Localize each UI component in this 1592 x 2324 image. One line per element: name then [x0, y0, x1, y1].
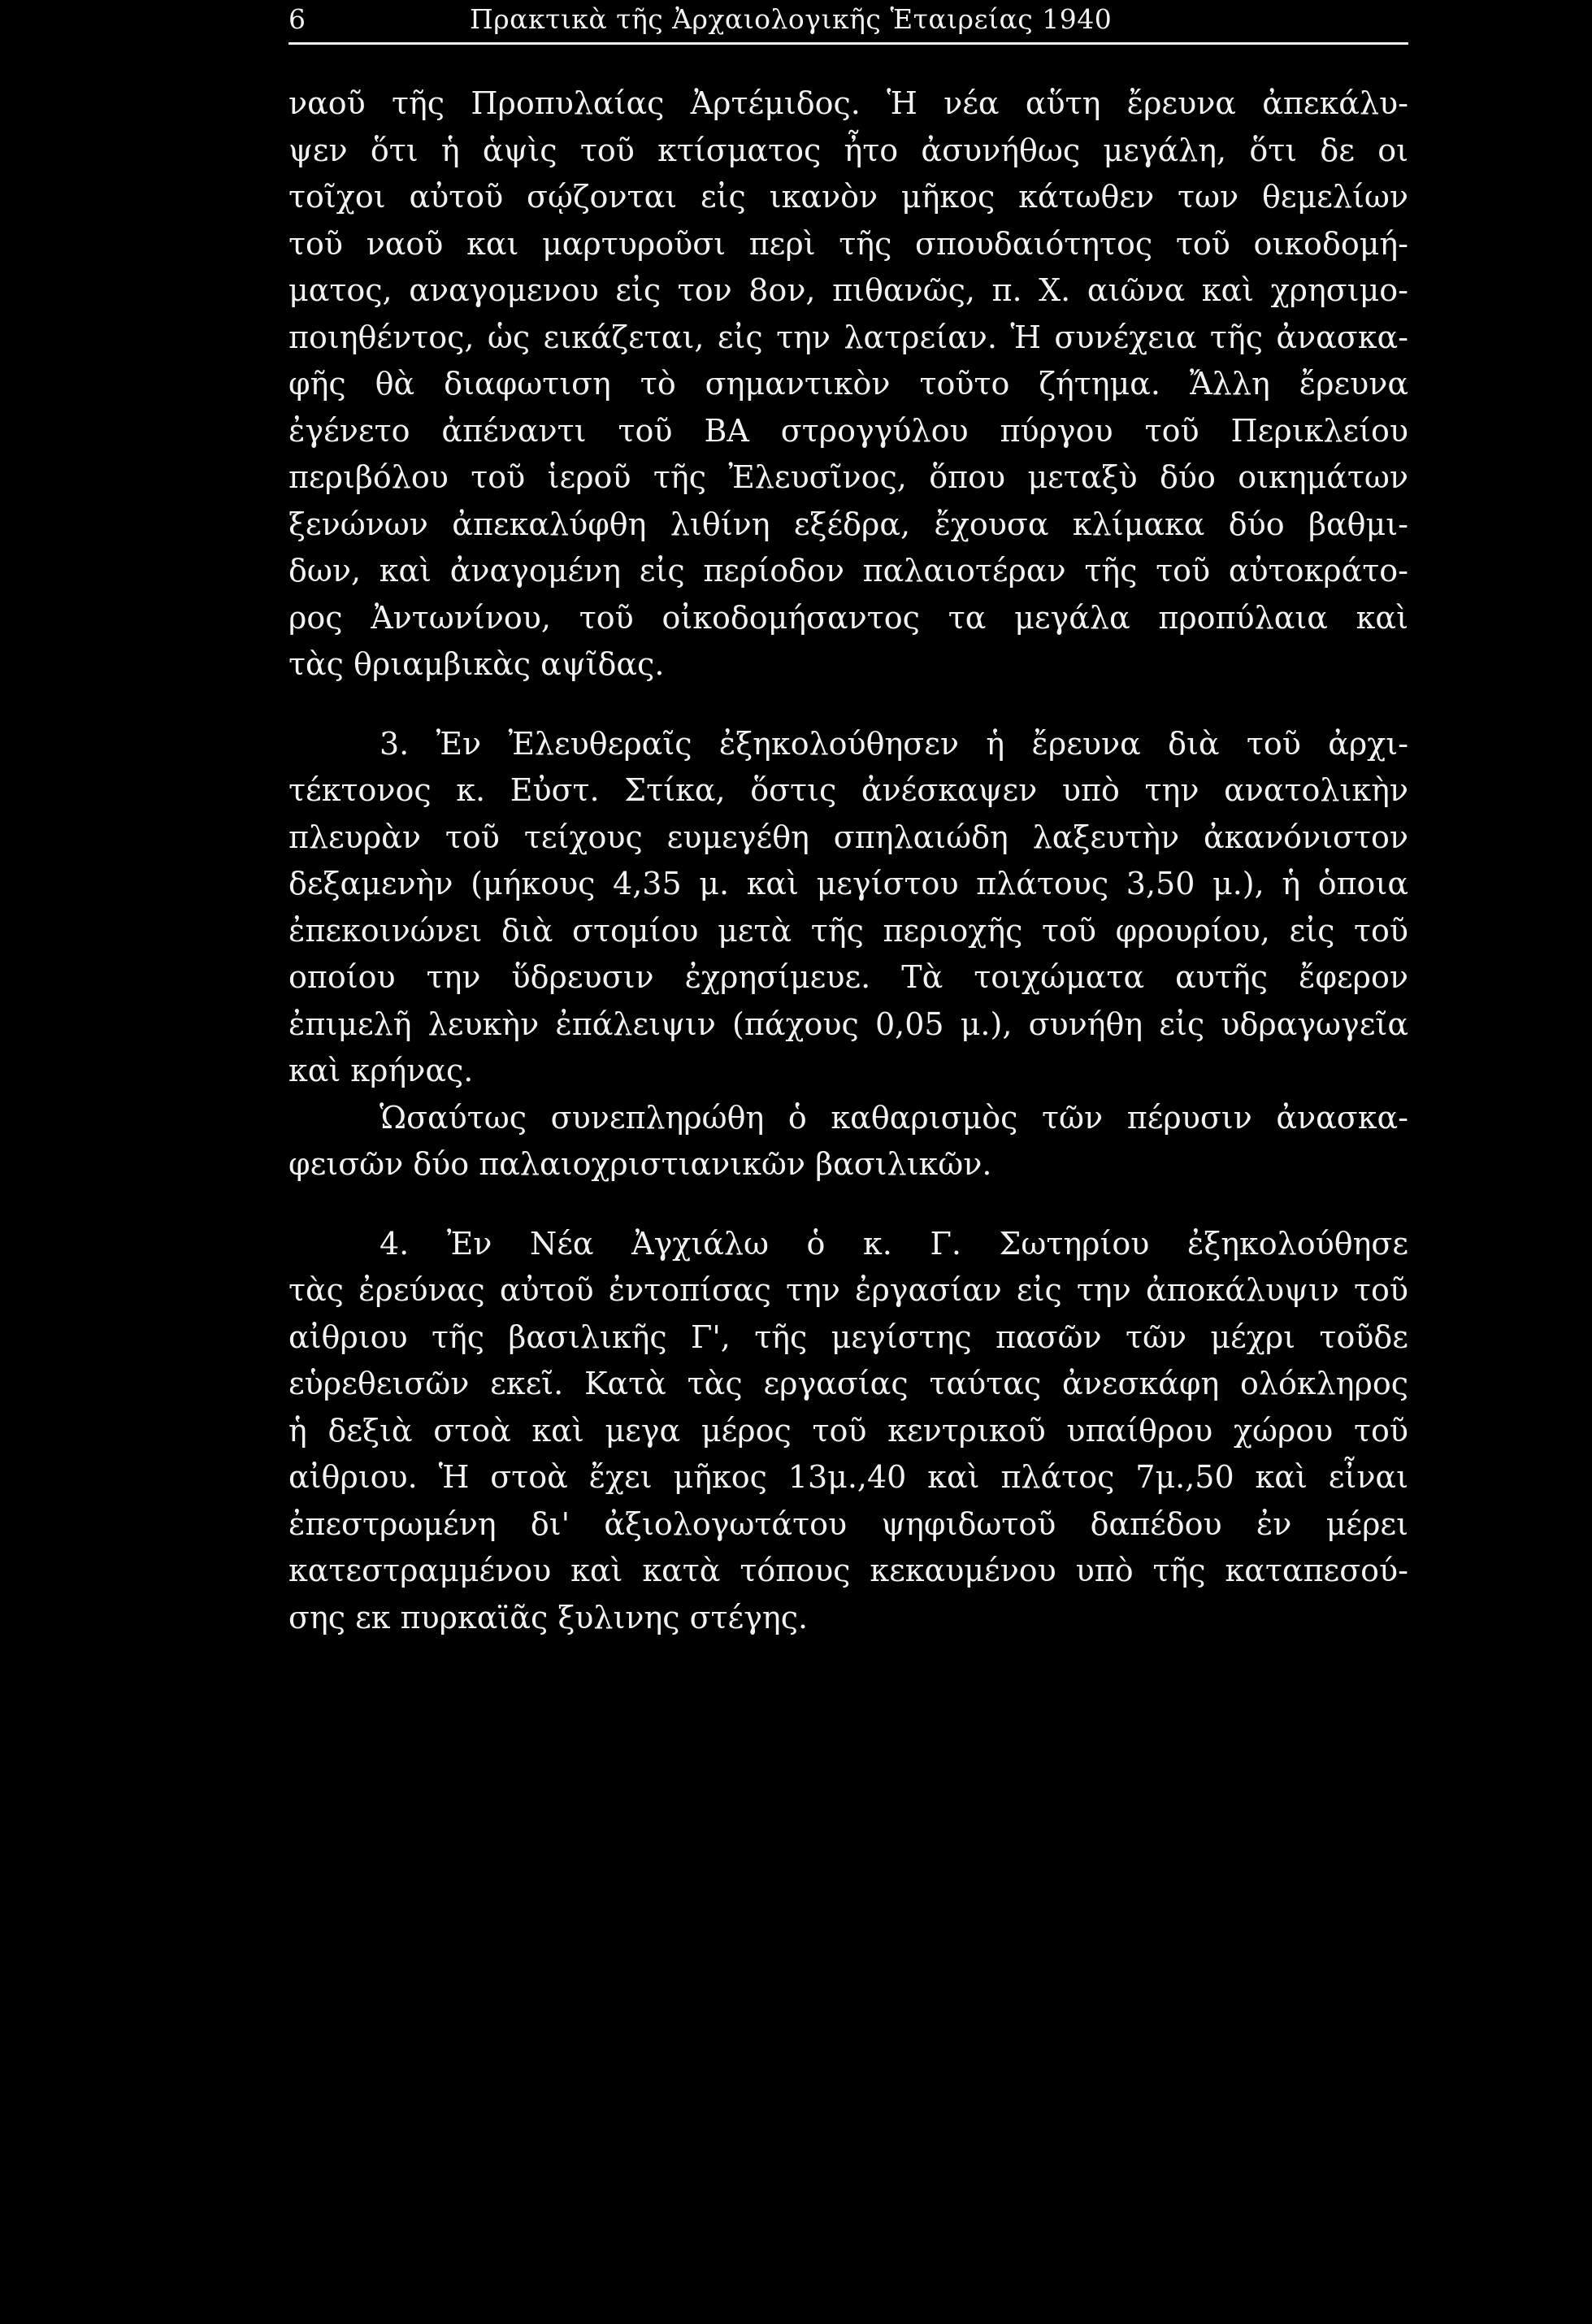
text-line: τοῦ ναοῦ και μαρτυροῦσι περὶ τῆς σπουδαιότητος τοῦ οικοδομή- [288, 225, 1408, 262]
text-line: ψεν ὅτι ἡ ἁψὶς τοῦ κτίσματος ἦτο ἀσυνήθως μεγάλη, ὅτι δε οι [288, 132, 1408, 168]
text-line: φῆς θὰ διαφωτιση τὸ σημαντικὸν τοῦτο ζήτημα. Ἄλλη ἔρευνα [288, 366, 1408, 402]
text-line: εὑρεθεισῶν εκεῖ. Κατὰ τὰς εργασίας ταύτας ἀνεσκάφη ολόκληρος [288, 1366, 1408, 1401]
body-text [288, 80, 1408, 1641]
text-line: πλευρὰν τοῦ τείχους ευμεγέθη σπηλαιώδη λαξευτὴν ἀκανόνιστον [288, 819, 1408, 855]
text-line: ματος, αναγομενου εἰς τον 8ον, πιθανῶς, π. Χ. αιῶνα καὶ χρησιμο- [288, 272, 1408, 308]
text-line: δων, καὶ ἀναγομένη εἰς περίοδον παλαιοτέραν τῆς τοῦ αὐτοκράτο- [288, 553, 1408, 589]
text-line: ἡ δεξιὰ στοὰ καὶ μεγα μέρος τοῦ κεντρικοῦ υπαίθρου χώρου τοῦ [288, 1412, 1408, 1449]
text-line: δεξαμενὴν (μήκους 4,35 μ. καὶ μεγίστου πλάτους 3,50 μ.), ἡ ὁποια [288, 866, 1408, 901]
text-line: ἐπεκοινώνει διὰ στομίου μετὰ τῆς περιοχῆς τοῦ φρουρίου, εἰς τοῦ [288, 912, 1408, 949]
text-line: 4. Ἐν Νέα Ἀγχιάλω ὁ κ. Γ. Σωτηρίου ἐξηκολούθησε [380, 1225, 1408, 1262]
text-line: 3. Ἐν Ἐλευθεραῖς ἐξηκολούθησεν ἡ ἔρευνα διὰ τοῦ ἀρχι- [380, 725, 1408, 762]
text-line: ἐπεστρωμένη δι' ἀξιολογωτάτου ψηφιδωτοῦ δαπέδου ἐν μέρει [288, 1505, 1408, 1542]
text-line: καὶ κρήνας. [288, 1053, 474, 1088]
page-number: 6 [288, 3, 306, 35]
text-line: τοῖχοι αὐτοῦ σῴζονται εἰς ικανὸν μῆκος κάτωθεν των θεμελίων [288, 179, 1408, 215]
text-line: ναοῦ τῆς Προπυλαίας Ἀρτέμιδος. Ἡ νέα αὕτη ἔρευνα ἀπεκάλυ- [288, 85, 1408, 121]
text-line: Ὡσαύτως συνεπληρώθη ὁ καθαρισμὸς τῶν πέρυσιν ἀνασκα- [380, 1099, 1408, 1136]
text-line: ἐγένετο ἀπέναντι τοῦ ΒΑ στρογγύλου πύργου τοῦ Περικλείου [288, 412, 1408, 449]
text-line: φεισῶν δύο παλαιοχριστιανικῶν βασιλικῶν. [288, 1146, 992, 1182]
running-head-title: Πρακτικὰ τῆς Ἀρχαιολογικῆς Ἑταιρείας 1940 [470, 3, 1113, 35]
paragraph-gap [288, 689, 1408, 721]
text-line: σης εκ πυρκαϊᾶς ξυλινης στέγης. [288, 1599, 809, 1635]
paragraph-gap [288, 1188, 1408, 1221]
text-line: περιβόλου τοῦ ἱεροῦ τῆς Ἐλευσῖνος, ὅπου μεταξὺ δύο οικημάτων [288, 459, 1408, 495]
text-line: τέκτονος κ. Εὐστ. Στίκα, ὅστις ἀνέσκαψεν υπὸ την ανατολικὴν [288, 772, 1408, 808]
text-line: κατεστραμμένου καὶ κατὰ τόπους κεκαυμένου υπὸ τῆς καταπεσού- [288, 1553, 1408, 1588]
text-line: τὰς θριαμβικὰς αψῖδας. [288, 646, 665, 682]
text-line: τὰς ἐρεύνας αὐτοῦ ἐντοπίσας την ἐργασίαν εἰς την ἀποκάλυψιν τοῦ [288, 1272, 1408, 1308]
text-line: οποίου την ὕδρευσιν ἐχρησίμευε. Τὰ τοιχώματα αυτῆς ἔφερον [288, 959, 1408, 995]
text-line: αἰθριου. Ἡ στοὰ ἔχει μῆκος 13μ.,40 καὶ πλάτος 7μ.,50 καὶ εἶναι [288, 1459, 1408, 1495]
text-line: ρος Ἀντωνίνου, τοῦ οἰκοδομήσαντος τα μεγάλα προπύλαια καὶ [288, 599, 1408, 636]
text-line: ξενώνων ἀπεκαλύφθη λιθίνη εξέδρα, ἔχουσα κλίμακα δύο βαθμι- [288, 506, 1408, 542]
header-rule [288, 42, 1408, 45]
text-line: ποιηθέντος, ὡς εικάζεται, εἰς την λατρείαν. Ἡ συνέχεια τῆς ἀνασκα- [288, 319, 1408, 355]
text-line: ἐπιμελῆ λευκὴν ἐπάλειψιν (πάχους 0,05 μ.), συνήθη εἰς υδραγωγεῖα [288, 1006, 1408, 1042]
text-line: αἰθριου τῆς βασιλικῆς Γ', τῆς μεγίστης πασῶν τῶν μέχρι τοῦδε [288, 1318, 1408, 1355]
